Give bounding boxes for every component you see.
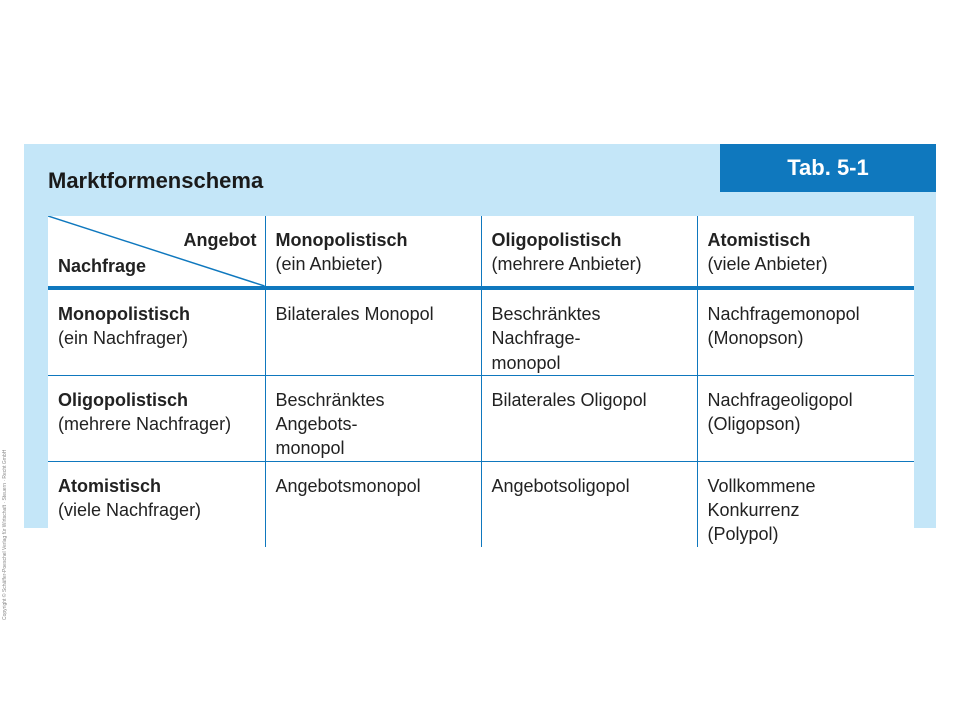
column-header-subtitle: (ein Anbieter) — [275, 254, 383, 275]
table-cell — [481, 288, 697, 375]
table-cell — [697, 375, 914, 461]
column-header-monopolistic — [265, 216, 481, 288]
table-panel — [24, 144, 936, 545]
column-header-title: Oligopolistisch — [491, 230, 622, 250]
column-header-title: Monopolistisch — [275, 230, 408, 250]
cell-line: (Oligopson) — [707, 414, 801, 435]
table-row — [48, 461, 914, 546]
cell-line: Vollkommene Konkurrenz — [707, 475, 816, 521]
panel-title: Marktformenschema — [48, 168, 264, 193]
row-header-title: Atomistisch — [58, 475, 162, 496]
cell-line: monopol — [491, 352, 561, 373]
column-header-atomistic — [697, 216, 914, 288]
corner-label-demand: Nachfrage — [58, 255, 147, 276]
cell-line: Angebotsmonopol — [275, 475, 421, 496]
cell-line: (Polypol) — [707, 524, 779, 545]
row-header-title: Oligopolistisch — [58, 389, 189, 410]
cell-line: Nachfragemonopol — [707, 304, 860, 324]
cell-line: Nachfrageoligopol — [707, 389, 853, 410]
table-header-row — [48, 216, 914, 288]
row-header-subtitle: (ein Nachfrager) — [58, 328, 189, 349]
row-header-title: Monopolistisch — [58, 304, 190, 324]
column-header-oligopolistic — [481, 216, 697, 288]
table-row — [48, 288, 914, 375]
table-cell — [481, 461, 697, 546]
row-header-subtitle: (mehrere Nachfrager) — [58, 414, 232, 435]
table-cell — [697, 461, 914, 546]
table-cell — [265, 288, 481, 375]
row-header-subtitle: (viele Nachfrager) — [58, 500, 202, 521]
corner-label-supply: Angebot — [183, 230, 257, 250]
column-header-title: Atomistisch — [707, 230, 811, 250]
cell-line: Bilaterales Monopol — [275, 304, 434, 324]
tab-number-badge: Tab. 5-1 — [720, 144, 936, 192]
market-forms-table — [48, 216, 914, 547]
table-row — [48, 375, 914, 461]
cell-line: Beschränktes Angebots- — [275, 389, 385, 435]
table-cell — [265, 375, 481, 461]
row-header-monopolistic — [48, 288, 265, 375]
corner-cell — [48, 216, 265, 288]
table-cell — [265, 461, 481, 546]
column-header-subtitle: (viele Anbieter) — [707, 254, 828, 275]
row-header-atomistic — [48, 461, 265, 546]
cell-line: Angebotsoligopol — [491, 475, 630, 496]
cell-line: Beschränktes Nachfrage- — [491, 304, 601, 349]
row-header-oligopolistic — [48, 375, 265, 461]
column-header-subtitle: (mehrere Anbieter) — [491, 254, 642, 275]
table-cell — [481, 375, 697, 461]
cell-line: monopol — [275, 438, 345, 459]
cell-line: Bilaterales Oligopol — [491, 389, 647, 410]
cell-line: (Monopson) — [707, 328, 804, 349]
copyright-notice: Copyright © Schäffer-Poeschel Verlag für Wirtschaft · Steuern · Recht GmbH — [2, 449, 8, 620]
table-cell — [697, 288, 914, 375]
